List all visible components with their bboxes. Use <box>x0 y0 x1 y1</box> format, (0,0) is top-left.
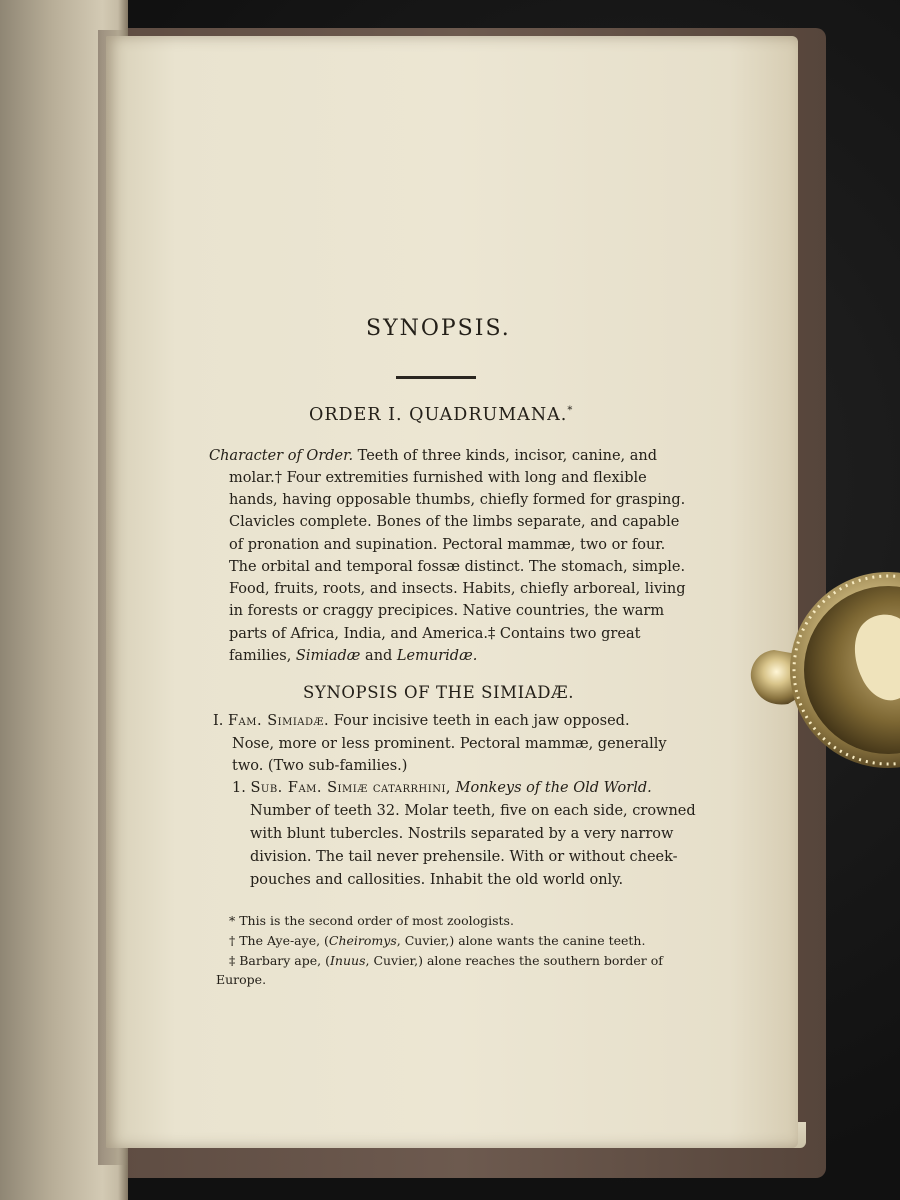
order-line-4: Clavicles complete. Bones of the limbs separate, and capable <box>229 514 680 530</box>
order-line-1 <box>209 448 657 464</box>
footnote-3-genus: Inuus <box>329 953 366 968</box>
brass-clasp-icon <box>748 532 900 812</box>
subfamily-number: 1. <box>232 780 246 796</box>
order-title <box>309 405 573 425</box>
families-prefix: families, <box>229 648 296 664</box>
subfamily-line-4: division. The tail never prehensile. With or without cheek- <box>250 849 678 865</box>
order-line-8: in forests or craggy precipices. Native countries, the warm <box>229 603 665 619</box>
footnote-1: * This is the second order of most zoologists. <box>229 913 514 928</box>
order-line-2: molar.† Four extremities furnished with long and flexible <box>229 470 647 486</box>
family-lemuridae: Lemuridæ. <box>396 648 478 664</box>
family-number: I. <box>213 713 224 729</box>
subfamily-common-name: Monkeys of the Old World. <box>451 780 652 796</box>
subfamily-line-3: with blunt tubercles. Nostrils separated by a very narrow <box>250 826 674 842</box>
family-line-3: two. (Two sub-families.) <box>232 758 408 774</box>
family-simiadae: Simiadæ <box>295 648 361 664</box>
subfamily-line-5: pouches and callosities. Inhabit the old world only. <box>250 872 624 888</box>
order-line-9: parts of Africa, India, and America.‡ Contains two great <box>229 626 641 642</box>
heading-rule <box>396 376 476 379</box>
subfamily-line-2: Number of teeth 32. Molar teeth, five on each side, crowned <box>250 803 696 819</box>
footnote-2-suffix: , Cuvier,) alone wants the canine teeth. <box>396 933 646 948</box>
character-label: Character of Order. <box>209 448 354 464</box>
footnote-3-suffix: , Cuvier,) alone reaches the southern border of <box>365 953 663 968</box>
order-line-7: Food, fruits, roots, and insects. Habits, chiefly arboreal, living <box>229 581 686 597</box>
subfamily-label: Sub. Fam. Simiæ catarrhini, <box>250 780 452 796</box>
simiadae-heading: SYNOPSIS OF THE SIMIADÆ. <box>303 683 575 702</box>
family-line-2: Nose, more or less prominent. Pectoral mammæ, generally <box>232 736 667 752</box>
order-title-text: ORDER I. QUADRUMANA. <box>309 405 568 425</box>
family-line-1 <box>213 713 630 729</box>
footnote-2 <box>229 933 645 948</box>
family-label: Fam. Simiadæ. <box>227 713 330 729</box>
subfamily-line-1 <box>232 780 652 796</box>
order-line-1-text: Teeth of three kinds, incisor, canine, and <box>353 448 658 464</box>
order-line-10 <box>229 648 477 664</box>
families-and: and <box>360 648 397 664</box>
order-line-3: hands, having opposable thumbs, chiefly formed for grasping. <box>229 492 686 508</box>
footnote-3-prefix: ‡ Barbary ape, ( <box>229 953 330 968</box>
order-line-5: of pronation and supination. Pectoral mammæ, two or four. <box>229 537 666 553</box>
order-line-6: The orbital and temporal fossæ distinct. The stomach, simple. <box>229 559 686 575</box>
footnote-2-prefix: † The Aye-aye, ( <box>229 933 329 948</box>
page-heading: SYNOPSIS. <box>366 316 511 341</box>
footnote-2-genus: Cheiromys <box>328 933 397 948</box>
family-line-1-text: Four incisive teeth in each jaw opposed. <box>329 713 630 729</box>
footnote-3-continued: Europe. <box>216 972 267 987</box>
order-footnote-mark: * <box>567 405 574 417</box>
footnote-3 <box>229 953 663 968</box>
